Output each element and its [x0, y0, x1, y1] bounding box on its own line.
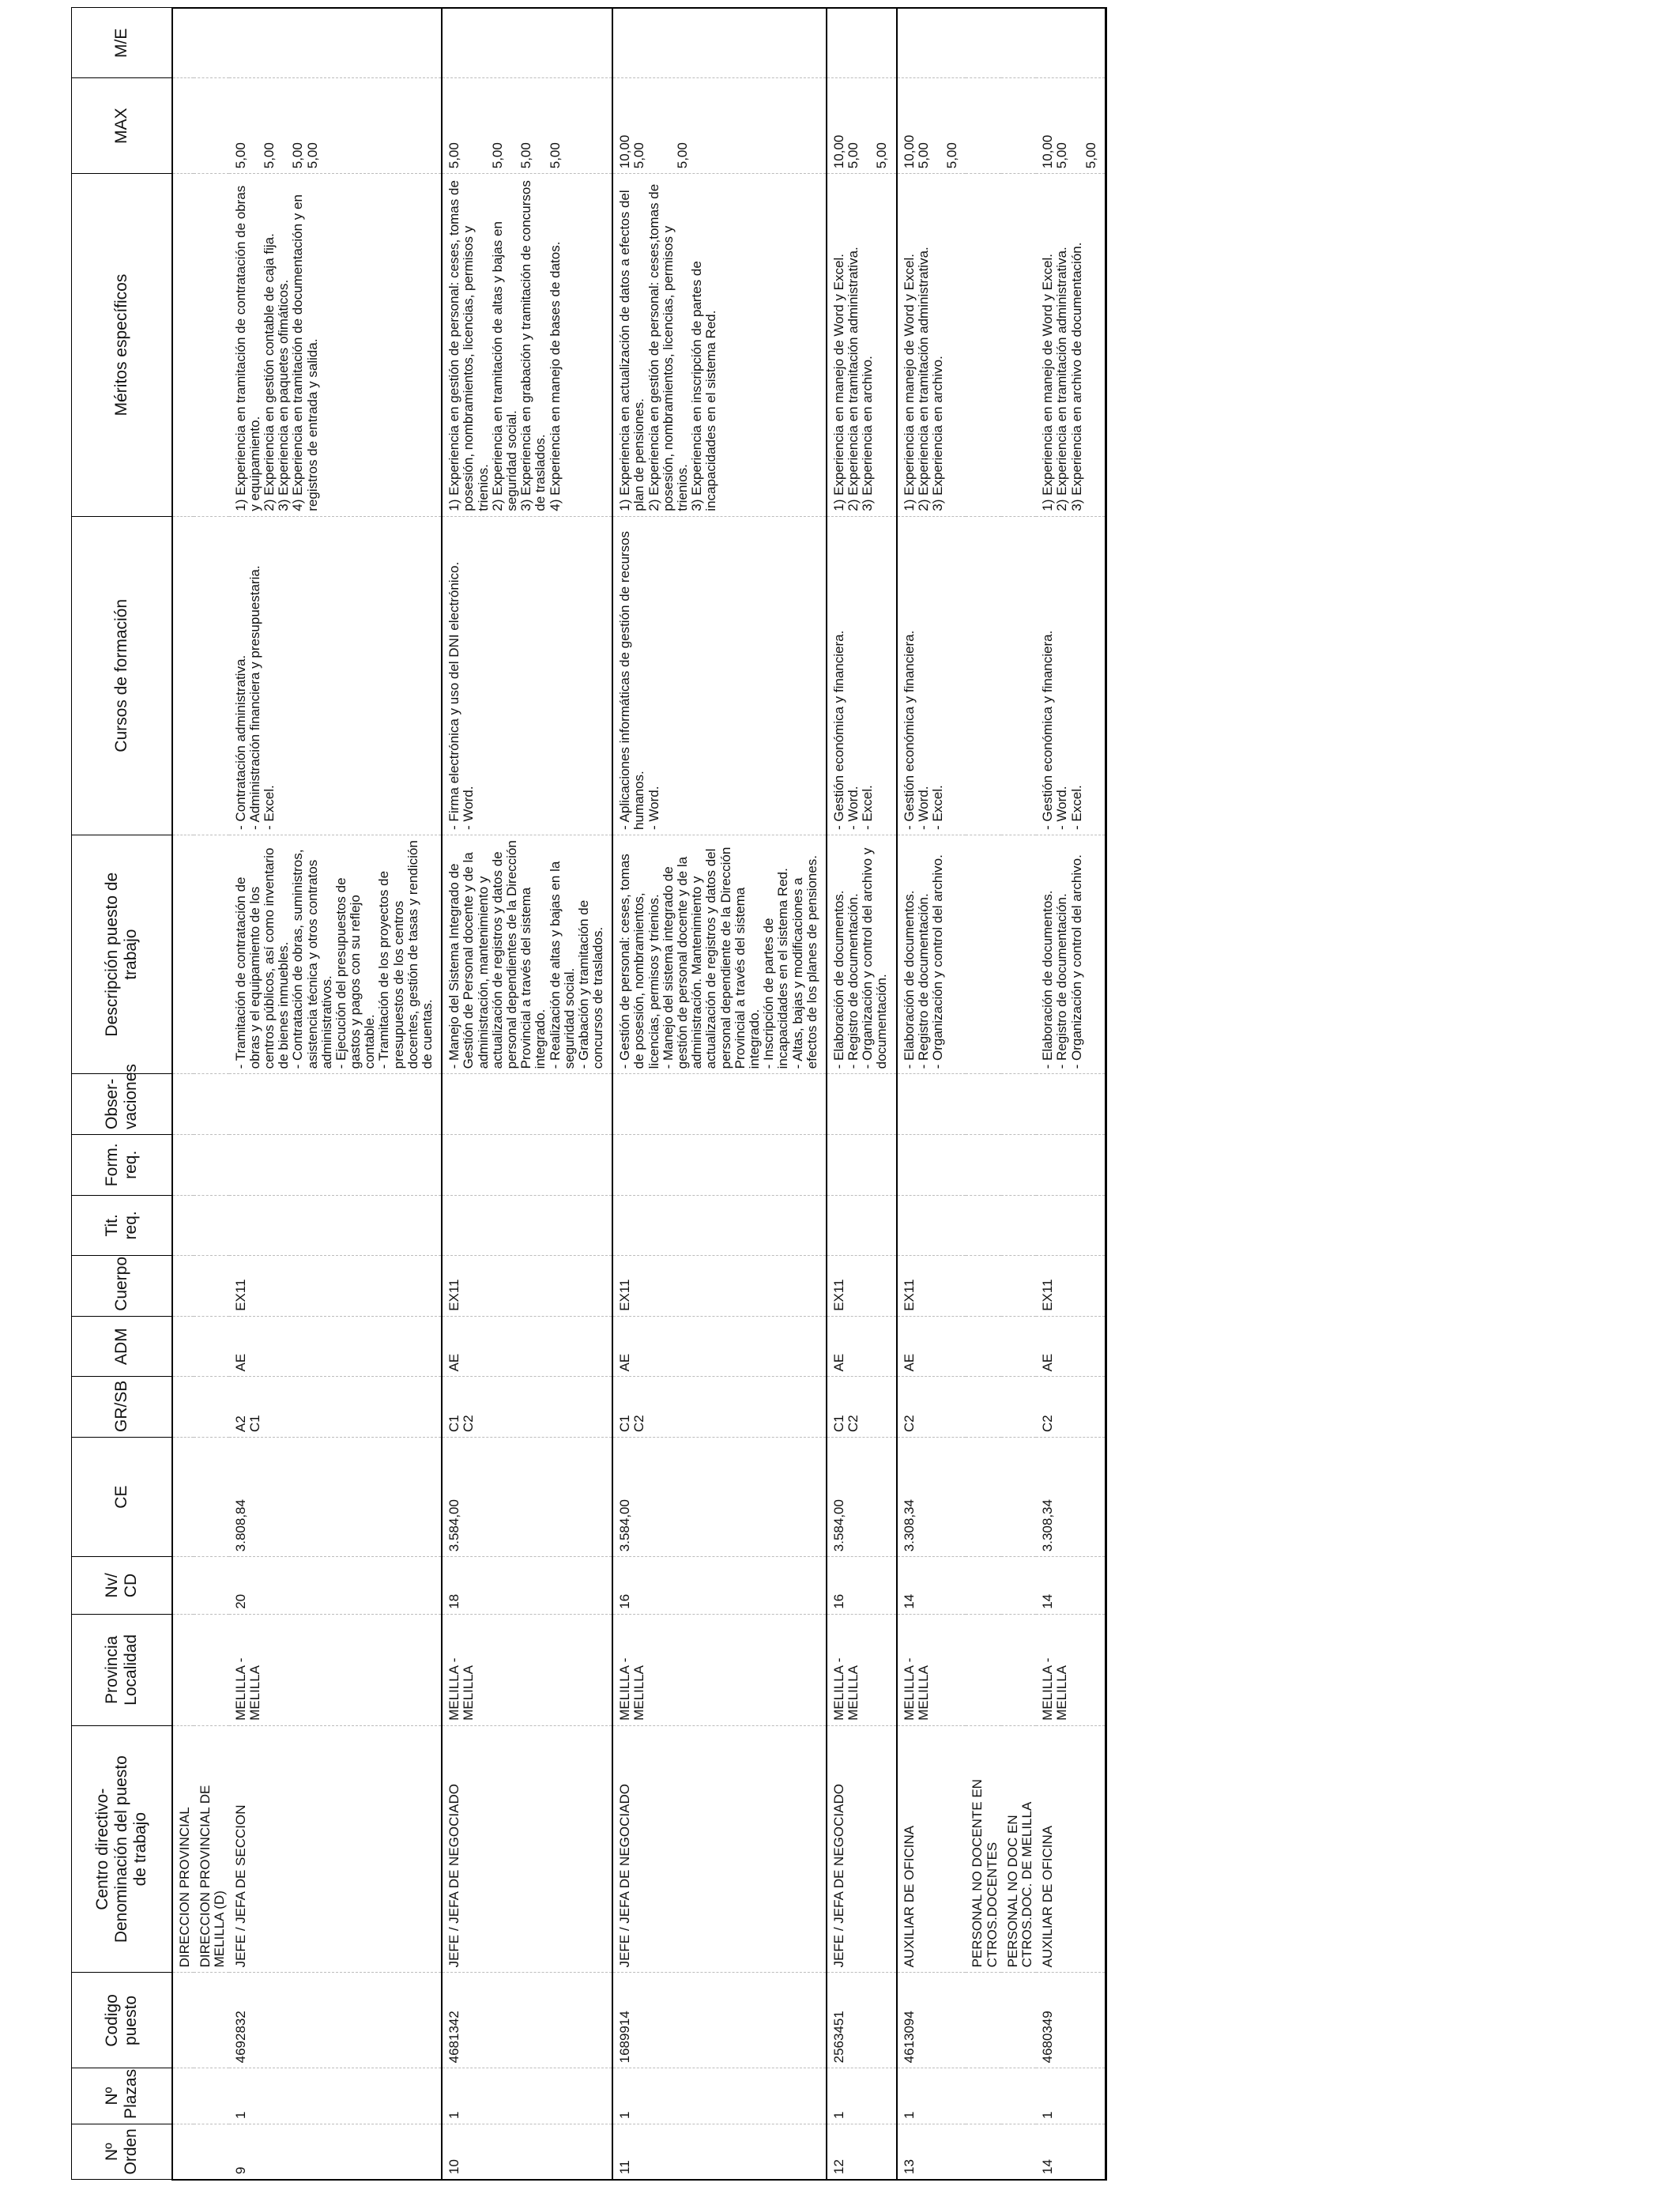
cell-descripcion: - Gestión de personal: ceses, tomas de posesión, nombramientos, licencias, permisos y trienios. - Manejo del sistema integrado de gestión de personal docente y de la administración. Mantenimiento y actualización de registros y datos del personal dependiente de la Dirección Provincial a través del sistema integrado. - Inscripción de partes de incapacidades en el sistema Red. - Altas, bajas y modificaciones a efectos de los planes de pensiones. — [612, 835, 827, 1073]
cell-observaciones — [1036, 1074, 1106, 1135]
cell-ce: 3.808,84 — [229, 1438, 443, 1557]
cell-orden: 12 — [827, 2124, 897, 2180]
cell-codigo: 4680349 — [1036, 1973, 1106, 2068]
header-formacion: Form. req. — [72, 1134, 173, 1195]
cell-formacion — [229, 1134, 443, 1195]
section-row — [966, 8, 1000, 2180]
table-row — [612, 8, 827, 2180]
cell-grupo: C1 C2 — [612, 1377, 827, 1438]
table-row — [897, 8, 966, 2180]
cell-titulacion — [827, 1195, 897, 1256]
cell-codigo: 1689914 — [612, 1973, 827, 2068]
cell-plazas: 1 — [229, 2068, 443, 2124]
cell-titulacion — [612, 1195, 827, 1256]
header-meritos: Méritos específicos — [72, 174, 173, 516]
cell-ce: 3.308,34 — [1036, 1438, 1106, 1557]
cell-grupo: C2 — [897, 1377, 966, 1438]
cell-orden: 9 — [229, 2124, 443, 2180]
cell-adm: AE — [229, 1316, 443, 1377]
cell-denominacion: JEFE / JEFA DE NEGOCIADO — [612, 1725, 827, 1973]
cell-provincia: MELILLA - MELILLA — [229, 1614, 443, 1725]
cell-adm: AE — [897, 1316, 966, 1377]
cell-cuerpo: EX11 — [442, 1256, 612, 1317]
header-nivel: Nv/ CD — [72, 1557, 173, 1615]
cell-grupo: A2 C1 — [229, 1377, 443, 1438]
cell-observaciones — [442, 1074, 612, 1135]
cell-nivel: 14 — [897, 1557, 966, 1615]
cell-titulacion — [1036, 1195, 1106, 1256]
cell-meritos: 1) Experiencia en manejo de Word y Excel. 2) Experiencia en tramitación administrativa. 3) Experiencia en archivo. — [897, 174, 966, 516]
cell-cursos: - Firma electrónica y uso del DNI electrónico. - Word. — [442, 516, 612, 835]
header-me: M/E — [72, 8, 173, 78]
cell-adm: AE — [1036, 1316, 1106, 1377]
section-row — [194, 8, 228, 2180]
job-positions-table — [71, 7, 1107, 2181]
section-row — [172, 8, 194, 2180]
cell-descripcion: - Elaboración de documentos. - Registro de documentación. - Organización y control del archivo. — [897, 835, 966, 1073]
cell-formacion — [442, 1134, 612, 1195]
header-cuerpo: Cuerpo — [72, 1256, 173, 1317]
cell-meritos: 1) Experiencia en manejo de Word y Excel. 2) Experiencia en tramitación administrativa. 3) Experiencia en archivo. — [827, 174, 897, 516]
table-row — [1036, 8, 1106, 2180]
header-descripcion: Descripción puesto de trabajo — [72, 835, 173, 1073]
header-row — [72, 8, 173, 2180]
cell-nivel: 14 — [1036, 1557, 1106, 1615]
rotated-table-container — [71, 7, 1680, 2181]
cell-cuerpo: EX11 — [229, 1256, 443, 1317]
cell-grupo: C1 C2 — [442, 1377, 612, 1438]
cell-max: 10,00 5,00 5,00 — [1036, 78, 1106, 174]
header-adm: ADM — [72, 1316, 173, 1377]
cell-max: 10,00 5,00 5,00 — [897, 78, 966, 174]
cell-titulacion — [897, 1195, 966, 1256]
section-row — [1001, 8, 1036, 2180]
cell-descripcion: - Manejo del Sistema Integrado de Gestión de Personal docente y de la administración, mantenimiento y actualización de registros y datos de personal dependientes de la Dirección Provincial a través del sistema integrado. - Realización de altas y bajas en la seguridad social. - Grabación y tramitación de concursos de traslados. — [442, 835, 612, 1073]
cell-codigo: 4681342 — [442, 1973, 612, 2068]
cell-cursos: - Gestión económica y financiera. - Word. - Excel. — [1036, 516, 1106, 835]
cell-cursos: - Contratación administrativa. - Administración financiera y presupuestaria. - Excel. — [229, 516, 443, 835]
cell-me — [442, 8, 612, 78]
cell-nivel: 16 — [612, 1557, 827, 1615]
section-title: DIRECCION PROVINCIAL — [172, 1725, 194, 1973]
cell-observaciones — [229, 1074, 443, 1135]
cell-meritos: 1) Experiencia en tramitación de contratación de obras y equipamiento. 2) Experiencia en gestión contable de caja fija. 3) Experiencia en paquetes ofimáticos. 4) Experiencia en tramitación de documentación y en registros de entrada y salida. — [229, 174, 443, 516]
cell-provincia: MELILLA - MELILLA — [442, 1614, 612, 1725]
cell-denominacion: JEFE / JEFA DE SECCION — [229, 1725, 443, 1973]
cell-provincia: MELILLA - MELILLA — [827, 1614, 897, 1725]
cell-orden: 13 — [897, 2124, 966, 2180]
cell-descripcion: - Elaboración de documentos. - Registro de documentación. - Organización y control del archivo y documentación. — [827, 835, 897, 1073]
section-title: PERSONAL NO DOCENTE EN CTROS.DOCENTES — [966, 1725, 1000, 1973]
header-plazas: Nº Plazas — [72, 2068, 173, 2124]
cell-titulacion — [229, 1195, 443, 1256]
cell-me — [1036, 8, 1106, 78]
header-max: MAX — [72, 78, 173, 174]
header-provincia: Provincia Localidad — [72, 1614, 173, 1725]
cell-meritos: 1) Experiencia en manejo de Word y Excel. 2) Experiencia en tramitación administrativa. 3) Experiencia en archivo de documentación. — [1036, 174, 1106, 516]
cell-cuerpo: EX11 — [897, 1256, 966, 1317]
cell-adm: AE — [827, 1316, 897, 1377]
cell-orden: 14 — [1036, 2124, 1106, 2180]
table-row — [827, 8, 897, 2180]
table-row — [229, 8, 443, 2180]
cell-cursos: - Gestión económica y financiera. - Word. - Excel. — [827, 516, 897, 835]
cell-observaciones — [612, 1074, 827, 1135]
cell-plazas: 1 — [442, 2068, 612, 2124]
cell-provincia: MELILLA - MELILLA — [612, 1614, 827, 1725]
cell-codigo: 4692832 — [229, 1973, 443, 2068]
section-title: PERSONAL NO DOC EN CTROS.DOC. DE MELILLA — [1001, 1725, 1036, 1973]
cell-codigo: 2563451 — [827, 1973, 897, 2068]
section-title: DIRECCION PROVINCIAL DE MELILLA (D) — [194, 1725, 228, 1973]
cell-me — [897, 8, 966, 78]
cell-orden: 11 — [612, 2124, 827, 2180]
cell-cuerpo: EX11 — [612, 1256, 827, 1317]
cell-ce: 3.584,00 — [612, 1438, 827, 1557]
cell-cursos: - Gestión económica y financiera. - Word. - Excel. — [897, 516, 966, 835]
cell-ce: 3.584,00 — [442, 1438, 612, 1557]
cell-cursos: - Aplicaciones informáticas de gestión de recursos humanos. - Word. — [612, 516, 827, 835]
cell-denominacion: JEFE / JEFA DE NEGOCIADO — [442, 1725, 612, 1973]
cell-me — [229, 8, 443, 78]
header-orden: Nº Orden — [72, 2124, 173, 2180]
cell-formacion — [897, 1134, 966, 1195]
cell-descripcion: - Elaboración de documentos. - Registro de documentación. - Organización y control del archivo. — [1036, 835, 1106, 1073]
header-grupo: GR/SB — [72, 1377, 173, 1438]
cell-denominacion: AUXILIAR DE OFICINA — [897, 1725, 966, 1973]
cell-formacion — [827, 1134, 897, 1195]
header-cursos: Cursos de formación — [72, 516, 173, 835]
cell-observaciones — [897, 1074, 966, 1135]
cell-adm: AE — [442, 1316, 612, 1377]
cell-plazas: 1 — [612, 2068, 827, 2124]
header-titulacion: Tit. req. — [72, 1195, 173, 1256]
cell-denominacion: AUXILIAR DE OFICINA — [1036, 1725, 1106, 1973]
cell-nivel: 18 — [442, 1557, 612, 1615]
cell-nivel: 16 — [827, 1557, 897, 1615]
cell-max: 10,00 5,00 5,00 — [612, 78, 827, 174]
cell-meritos: 1) Experiencia en gestión de personal: ceses, tomas de posesión, nombramientos, licencias, permisos y trienios. 2) Experiencia en tramitación de altas y bajas en seguridad social. 3) Experiencia en grabación y tramitación de concursos de traslados. 4) Experiencia en manejo de bases de datos. — [442, 174, 612, 516]
cell-cuerpo: EX11 — [1036, 1256, 1106, 1317]
header-ce: CE — [72, 1438, 173, 1557]
header-codigo: Codigo puesto — [72, 1973, 173, 2068]
cell-me — [612, 8, 827, 78]
cell-formacion — [612, 1134, 827, 1195]
cell-provincia: MELILLA - MELILLA — [897, 1614, 966, 1725]
cell-max: 5,00 5,00 5,00 5,00 — [229, 78, 443, 174]
cell-plazas: 1 — [827, 2068, 897, 2124]
table-row — [442, 8, 612, 2180]
header-observaciones: Obser- vaciones — [72, 1074, 173, 1135]
cell-plazas: 1 — [1036, 2068, 1106, 2124]
cell-grupo: C2 — [1036, 1377, 1106, 1438]
cell-titulacion — [442, 1195, 612, 1256]
cell-descripcion: - Tramitación de contratación de obras y el equipamiento de los centros públicos, así como inventario de bienes inmuebles. - Contratación de obras, suministros, asistencia técnica y otros contratos administrativos. - Ejecución del presupuestos de gastos y pagos con su reflejo contable. - Tramitación de los proyectos de presupuestos de los centros docentes, gestión de tasas y rendición de cuentas. — [229, 835, 443, 1073]
cell-orden: 10 — [442, 2124, 612, 2180]
cell-codigo: 4613094 — [897, 1973, 966, 2068]
cell-me — [827, 8, 897, 78]
cell-max: 10,00 5,00 5,00 — [827, 78, 897, 174]
cell-ce: 3.308,34 — [897, 1438, 966, 1557]
cell-formacion — [1036, 1134, 1106, 1195]
cell-meritos: 1) Experiencia en actualización de datos a efectos del plan de pensiones. 2) Experiencia en gestión de personal: ceses,tomas de posesión, nombramientos, licencias, permisos y trienios. 3) Experiencia en inscripción de partes de incapacidades en el sistema Red. — [612, 174, 827, 516]
cell-nivel: 20 — [229, 1557, 443, 1615]
cell-max: 5,00 5,00 5,00 5,00 — [442, 78, 612, 174]
cell-cuerpo: EX11 — [827, 1256, 897, 1317]
header-centro: Centro directivo- Denominación del puesto de trabajo — [72, 1725, 173, 1973]
cell-provincia: MELILLA - MELILLA — [1036, 1614, 1106, 1725]
cell-observaciones — [827, 1074, 897, 1135]
cell-ce: 3.584,00 — [827, 1438, 897, 1557]
cell-denominacion: JEFE / JEFA DE NEGOCIADO — [827, 1725, 897, 1973]
cell-grupo: C1 C2 — [827, 1377, 897, 1438]
cell-plazas: 1 — [897, 2068, 966, 2124]
cell-adm: AE — [612, 1316, 827, 1377]
